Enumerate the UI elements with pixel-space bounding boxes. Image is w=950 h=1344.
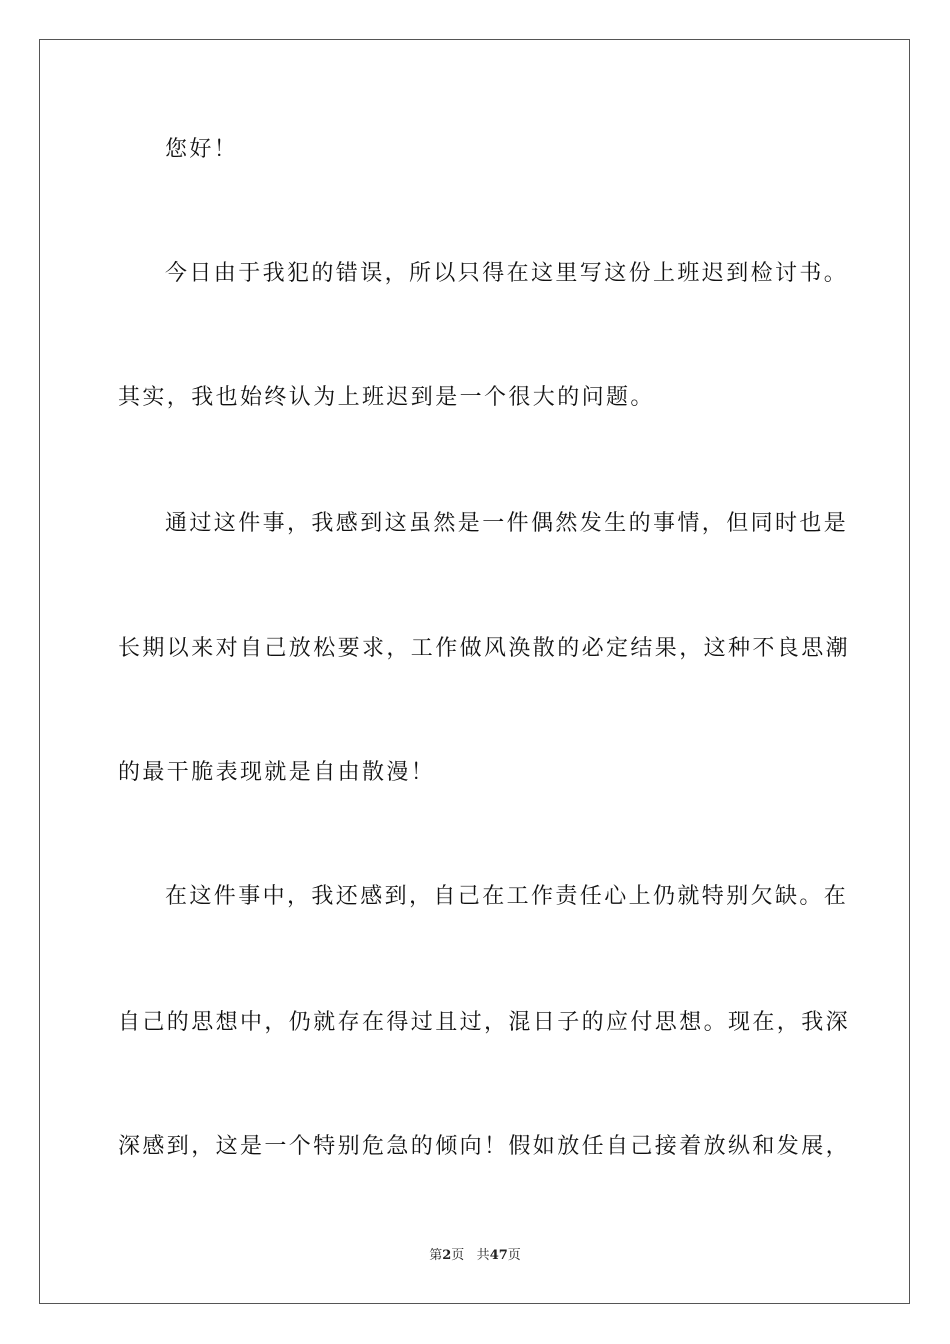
total-prefix: 共: [476, 1248, 490, 1263]
paragraph-line: 在这件事中，我还感到，自己在工作责任心上仍就特别欠缺。在: [165, 884, 849, 909]
page-suffix: 页: [451, 1248, 465, 1263]
page-number: 2: [442, 1248, 452, 1263]
total-suffix: 页: [507, 1248, 521, 1263]
paragraph-line: 的最干脆表现就是自由散漫！: [118, 760, 436, 785]
paragraph-line: 深感到，这是一个特别危急的倾向！假如放任自己接着放纵和发展，: [118, 1134, 851, 1159]
greeting-line: 您好！: [165, 137, 239, 162]
paragraph-line: 今日由于我犯的错误，所以只得在这里写这份上班迟到检讨书。: [165, 261, 849, 286]
paragraph-line: 自己的思想中，仍就存在得过且过，混日子的应付思想。现在，我深: [118, 1010, 851, 1035]
paragraph-line: 其实，我也始终认为上班迟到是一个很大的问题。: [118, 385, 655, 410]
paragraph-line: 通过这件事，我感到这虽然是一件偶然发生的事情，但同时也是: [165, 511, 849, 536]
paragraph-line: 长期以来对自己放松要求，工作做风涣散的必定结果，这种不良思潮: [118, 636, 851, 661]
total-pages: 47: [489, 1248, 508, 1263]
page-prefix: 第: [429, 1248, 443, 1263]
page-border: [39, 39, 910, 1304]
page-footer: [0, 1247, 950, 1265]
